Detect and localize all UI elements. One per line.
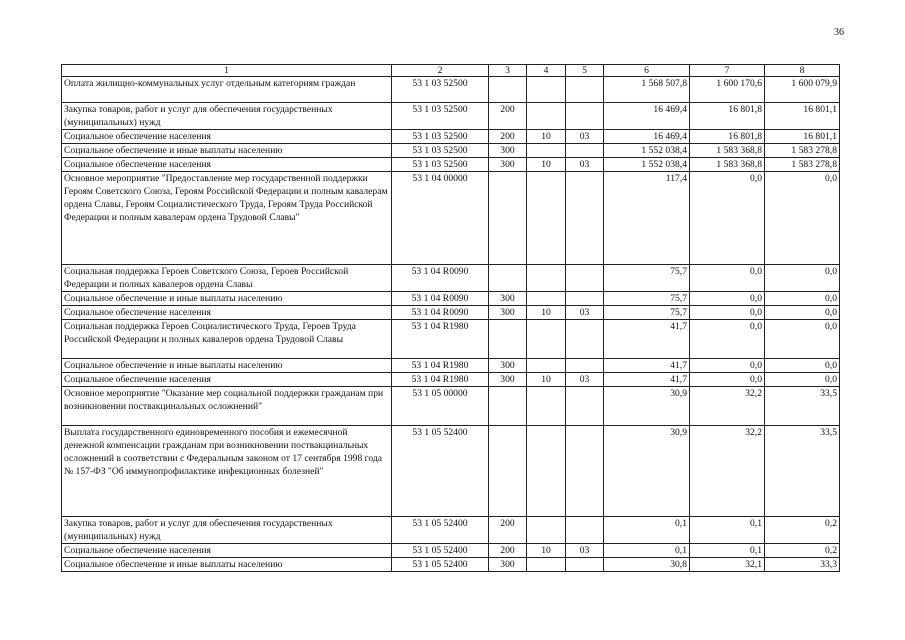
row-amount-year3: 1 583 278,8: [765, 144, 840, 158]
table-row: [62, 265, 840, 292]
row-amount-year2: 1 600 170,6: [690, 77, 765, 103]
row-subsection: [566, 77, 604, 103]
row-amount-year3: 0,0: [765, 265, 840, 292]
table-row: [62, 387, 840, 426]
row-section: 10: [527, 130, 566, 144]
row-code: 53 1 03 52500: [392, 103, 489, 130]
row-amount-year1: 41,7: [604, 373, 690, 387]
row-subsection: 03: [566, 306, 604, 320]
row-code: 53 1 03 52500: [392, 77, 489, 103]
row-subsection: [566, 172, 604, 265]
row-expense-type: 300: [489, 144, 527, 158]
row-expense-type: 200: [489, 103, 527, 130]
row-expense-type: 200: [489, 130, 527, 144]
row-amount-year1: 30,8: [604, 558, 690, 572]
row-subsection: [566, 320, 604, 359]
row-section: [527, 426, 566, 517]
row-subsection: [566, 292, 604, 306]
row-amount-year1: 30,9: [604, 426, 690, 517]
column-header: 2: [392, 65, 489, 77]
row-amount-year3: 0,0: [765, 306, 840, 320]
budget-table: [61, 64, 840, 572]
row-amount-year2: 0,0: [690, 265, 765, 292]
row-code: 53 1 03 52500: [392, 158, 489, 172]
row-amount-year3: 33,3: [765, 558, 840, 572]
row-name: Выплата государственного единовременного пособия и ежемесячной денежной компенсации гражданам при возникновении поствакцинальных осложнений в соответствии с Федеральным законом от 17 сентября 1998 года № 157-ФЗ "Об иммунопрофилактике инфекционных болезней": [62, 426, 392, 517]
row-name: Закупка товаров, работ и услуг для обеспечения государственных (муниципальных) нужд: [62, 517, 392, 544]
row-section: [527, 265, 566, 292]
row-expense-type: [489, 387, 527, 426]
row-amount-year1: 117,4: [604, 172, 690, 265]
row-subsection: 03: [566, 544, 604, 558]
row-amount-year3: 0,0: [765, 359, 840, 373]
table-row: [62, 359, 840, 373]
row-amount-year2: 0,0: [690, 172, 765, 265]
row-section: [527, 172, 566, 265]
table-row: [62, 426, 840, 517]
row-code: 53 1 04 R1980: [392, 320, 489, 359]
row-amount-year1: 75,7: [604, 306, 690, 320]
page-number: 36: [834, 27, 844, 38]
row-code: 53 1 03 52500: [392, 144, 489, 158]
row-subsection: [566, 517, 604, 544]
row-expense-type: [489, 172, 527, 265]
row-subsection: [566, 426, 604, 517]
row-amount-year1: 75,7: [604, 265, 690, 292]
row-amount-year3: 33,5: [765, 426, 840, 517]
row-amount-year3: 0,0: [765, 292, 840, 306]
row-amount-year2: 1 583 368,8: [690, 144, 765, 158]
table-row: [62, 172, 840, 265]
table-row: [62, 558, 840, 572]
row-section: 10: [527, 306, 566, 320]
row-amount-year3: 0,0: [765, 320, 840, 359]
row-amount-year2: 0,0: [690, 292, 765, 306]
row-section: [527, 103, 566, 130]
row-amount-year1: 1 552 038,4: [604, 158, 690, 172]
row-name: Социальное обеспечение населения: [62, 158, 392, 172]
column-header: 7: [690, 65, 765, 77]
row-amount-year1: 16 469,4: [604, 103, 690, 130]
row-subsection: 03: [566, 158, 604, 172]
row-code: 53 1 04 R1980: [392, 359, 489, 373]
row-name: Оплата жилищно-коммунальных услуг отдельным категориям граждан: [62, 77, 392, 103]
row-name: Закупка товаров, работ и услуг для обеспечения государственных (муниципальных) нужд: [62, 103, 392, 130]
row-section: [527, 387, 566, 426]
column-header: 1: [62, 65, 392, 77]
column-number-row: [62, 65, 840, 77]
table-row: [62, 373, 840, 387]
row-expense-type: 300: [489, 359, 527, 373]
row-amount-year2: 0,0: [690, 320, 765, 359]
row-subsection: [566, 144, 604, 158]
row-expense-type: 200: [489, 544, 527, 558]
row-amount-year2: 0,1: [690, 517, 765, 544]
row-name: Социальное обеспечение и иные выплаты населению: [62, 292, 392, 306]
row-subsection: [566, 558, 604, 572]
column-header: 6: [604, 65, 690, 77]
row-amount-year2: 1 583 368,8: [690, 158, 765, 172]
table-row: [62, 517, 840, 544]
row-section: [527, 77, 566, 103]
row-section: [527, 359, 566, 373]
column-header: 3: [489, 65, 527, 77]
column-header: 4: [527, 65, 566, 77]
row-name: Социальное обеспечение и иные выплаты населению: [62, 558, 392, 572]
row-amount-year3: 0,0: [765, 373, 840, 387]
row-amount-year1: 1 552 038,4: [604, 144, 690, 158]
row-name: Социальная поддержка Героев Советского Союза, Героев Российской Федерации и полных кавалеров ордена Славы: [62, 265, 392, 292]
row-section: [527, 320, 566, 359]
table-row: [62, 544, 840, 558]
row-expense-type: 300: [489, 306, 527, 320]
row-expense-type: 200: [489, 517, 527, 544]
row-name: Социальное обеспечение населения: [62, 130, 392, 144]
row-name: Социальное обеспечение населения: [62, 544, 392, 558]
table-row: [62, 158, 840, 172]
row-amount-year2: 32,1: [690, 558, 765, 572]
row-amount-year2: 0,1: [690, 544, 765, 558]
row-code: 53 1 04 R0090: [392, 292, 489, 306]
column-header: 5: [566, 65, 604, 77]
row-name: Социальное обеспечение и иные выплаты населению: [62, 359, 392, 373]
row-amount-year2: 16 801,8: [690, 103, 765, 130]
row-code: 53 1 03 52500: [392, 130, 489, 144]
row-name: Социальное обеспечение населения: [62, 306, 392, 320]
row-amount-year2: 32,2: [690, 426, 765, 517]
row-name: Основное мероприятие "Предоставление мер государственной поддержки Героям Советского Союза, Героям Российской Федерации и полным кавалерам ордена Славы, Героям Социалистического Труда, Героям Труда Российской Федерации и полным кавалерам ордена Трудовой Славы": [62, 172, 392, 265]
table-body: [62, 77, 840, 572]
row-amount-year1: 41,7: [604, 320, 690, 359]
row-amount-year3: 0,2: [765, 517, 840, 544]
row-amount-year1: 0,1: [604, 517, 690, 544]
row-subsection: 03: [566, 373, 604, 387]
row-amount-year3: 0,0: [765, 172, 840, 265]
row-amount-year3: 33,5: [765, 387, 840, 426]
row-subsection: [566, 359, 604, 373]
row-code: 53 1 04 00000: [392, 172, 489, 265]
row-expense-type: 300: [489, 558, 527, 572]
row-subsection: 03: [566, 130, 604, 144]
row-section: [527, 558, 566, 572]
row-section: [527, 292, 566, 306]
row-code: 53 1 05 52400: [392, 426, 489, 517]
row-code: 53 1 04 R0090: [392, 265, 489, 292]
row-amount-year1: 41,7: [604, 359, 690, 373]
row-subsection: [566, 103, 604, 130]
row-expense-type: 300: [489, 292, 527, 306]
row-subsection: [566, 265, 604, 292]
row-name: Социальное обеспечение и иные выплаты населению: [62, 144, 392, 158]
row-section: 10: [527, 373, 566, 387]
table-row: [62, 292, 840, 306]
row-amount-year2: 32,2: [690, 387, 765, 426]
row-name: Социальная поддержка Героев Социалистического Труда, Героев Труда Российской Федерации и полных кавалеров ордена Трудовой Славы: [62, 320, 392, 359]
row-amount-year3: 1 583 278,8: [765, 158, 840, 172]
row-code: 53 1 05 52400: [392, 558, 489, 572]
row-code: 53 1 05 52400: [392, 544, 489, 558]
row-section: 10: [527, 544, 566, 558]
row-section: [527, 517, 566, 544]
row-amount-year1: 16 469,4: [604, 130, 690, 144]
row-expense-type: 300: [489, 158, 527, 172]
table-row: [62, 306, 840, 320]
row-amount-year1: 1 568 507,8: [604, 77, 690, 103]
table-row: [62, 103, 840, 130]
row-expense-type: [489, 320, 527, 359]
row-expense-type: [489, 265, 527, 292]
row-expense-type: [489, 426, 527, 517]
row-amount-year3: 16 801,1: [765, 103, 840, 130]
row-amount-year1: 30,9: [604, 387, 690, 426]
row-section: 10: [527, 158, 566, 172]
table-row: [62, 320, 840, 359]
row-amount-year3: 1 600 079,9: [765, 77, 840, 103]
row-name: Социальное обеспечение населения: [62, 373, 392, 387]
column-header: 8: [765, 65, 840, 77]
row-amount-year2: 0,0: [690, 373, 765, 387]
row-code: 53 1 05 00000: [392, 387, 489, 426]
row-amount-year2: 0,0: [690, 359, 765, 373]
row-amount-year2: 0,0: [690, 306, 765, 320]
row-expense-type: 300: [489, 373, 527, 387]
row-amount-year2: 16 801,8: [690, 130, 765, 144]
row-subsection: [566, 387, 604, 426]
row-amount-year1: 0,1: [604, 544, 690, 558]
row-amount-year3: 0,2: [765, 544, 840, 558]
table-row: [62, 130, 840, 144]
row-code: 53 1 05 52400: [392, 517, 489, 544]
row-amount-year3: 16 801,1: [765, 130, 840, 144]
row-section: [527, 144, 566, 158]
table-row: [62, 77, 840, 103]
row-code: 53 1 04 R0090: [392, 306, 489, 320]
row-amount-year1: 75,7: [604, 292, 690, 306]
row-expense-type: [489, 77, 527, 103]
row-code: 53 1 04 R1980: [392, 373, 489, 387]
table-row: [62, 144, 840, 158]
row-name: Основное мероприятие "Оказание мер социальной поддержки гражданам при возникновении поствакцинальных осложнений": [62, 387, 392, 426]
